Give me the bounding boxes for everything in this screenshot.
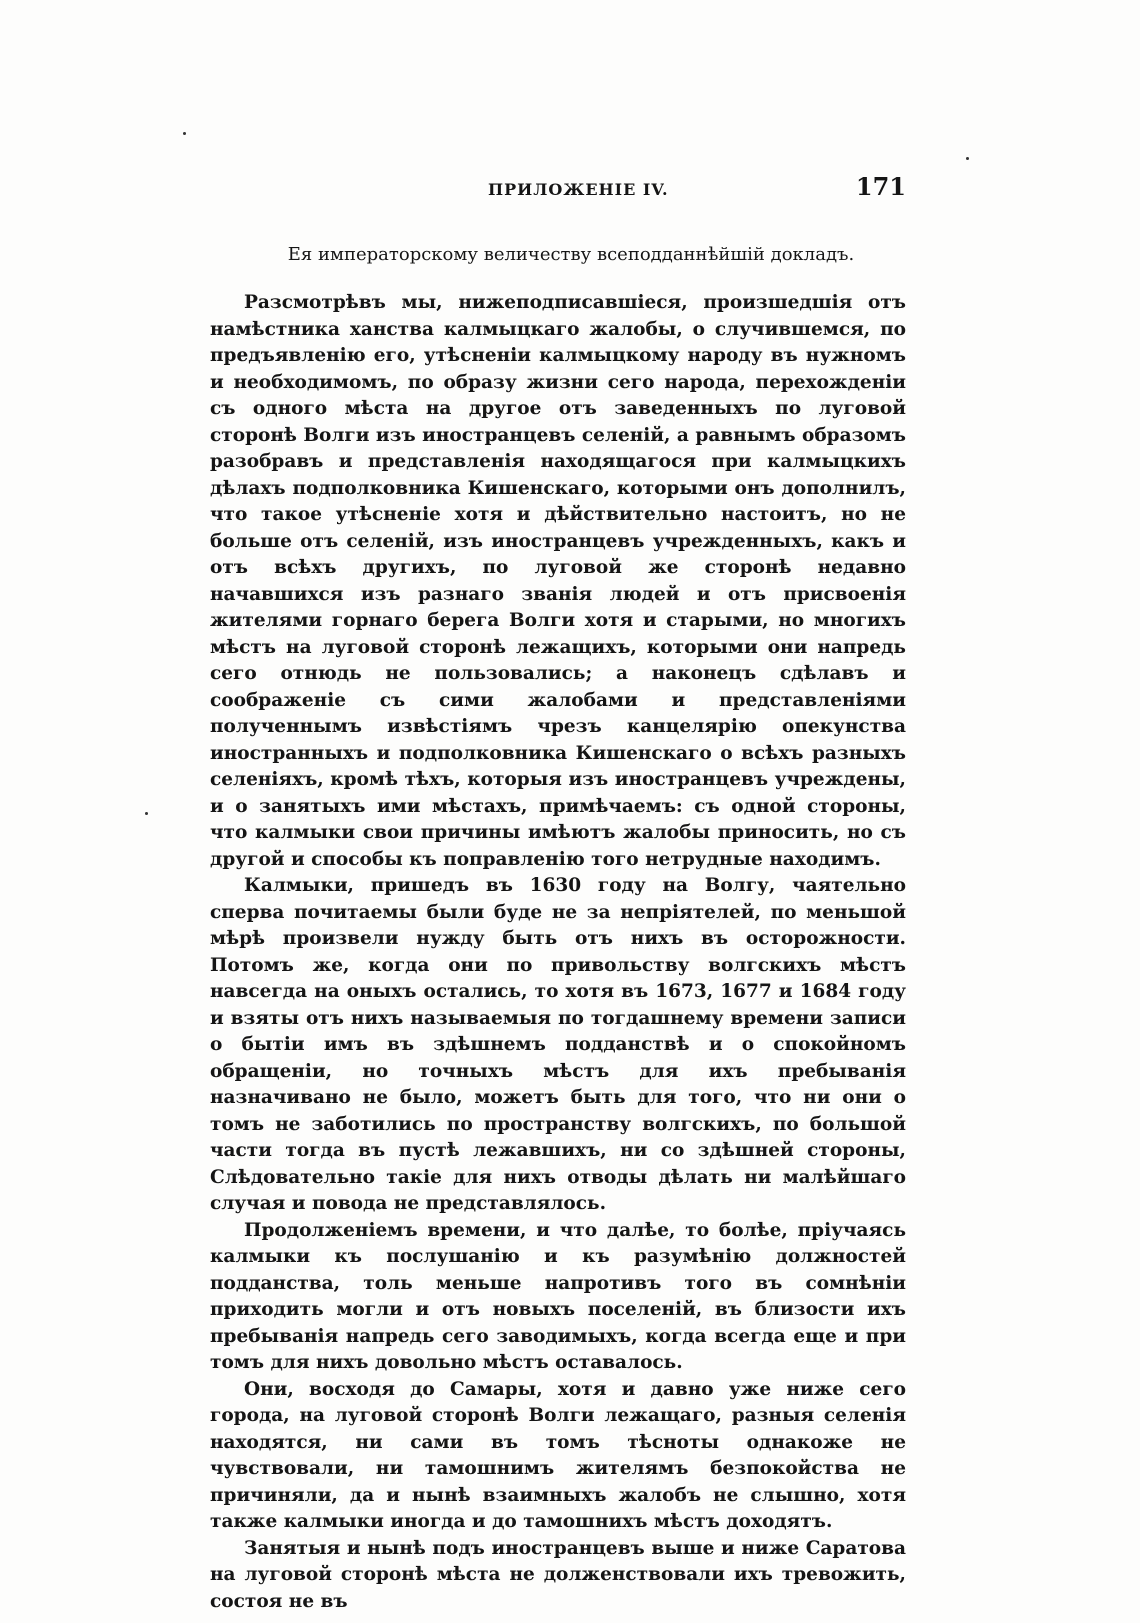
running-title: ПРИЛОЖЕНІЕ IV. (488, 180, 669, 199)
body-text (210, 290, 906, 1615)
page-number: 171 (855, 172, 906, 201)
scan-speck (145, 812, 148, 815)
running-header (210, 172, 906, 212)
paragraph: Калмыки, пришедъ въ 1630 году на Волгу, чаятельно сперва почитаемы были буде не за непріятелей, по меньшой мѣрѣ произвели нужду быть отъ нихъ въ осторожности. Потомъ же, когда они по привольству волгскихъ мѣстъ навсегда на оныхъ остались, то хотя въ 1673, 1677 и 1684 году и взяты отъ нихъ называемыя по тогдашнему времени записи о бытіи имъ въ здѣшнемъ подданствѣ и о спокойномъ обращеніи, но точныхъ мѣстъ для ихъ пребыванія назначивано не было, можетъ быть для того, что ни они о томъ не заботились по пространству волгскихъ, по большой части тогда въ пустѣ лежавшихъ, ни со здѣшней стороны, Слѣдовательно такіе для нихъ отводы дѣлать ни малѣйшаго случая и повода не представлялось. (210, 875, 906, 1214)
paragraph: Разсмотрѣвъ мы, нижеподписавшіеся, произшедшія отъ намѣстника ханства калмыцкаго жалобы, о случившемся, по предъявленію его, утѣсненіи калмыцкому народу въ нужномъ и необходимомъ, по образу жизни сего народа, перехожденіи съ одного мѣста на другое отъ заведенныхъ по луговой сторонѣ Волги изъ иностранцевъ селеній, а равнымъ образомъ разобравъ и представленія находящагося при калмыцкихъ дѣлахъ подполковника Кишенскаго, которыми онъ дополнилъ, что такое утѣсненіе хотя и дѣйствительно настоитъ, но не больше отъ селеній, изъ иностранцевъ учрежденныхъ, какъ и отъ всѣхъ другихъ, по луговой же сторонѣ недавно начавшихся изъ разнаго званія людей и отъ присвоенія жителями горнаго берега Волги хотя и старыми, но многихъ мѣстъ на луговой сторонѣ лежащихъ, которыми они напредь сего отнюдь не пользовались; а наконецъ сдѣлавъ и соображеніе съ сими жалобами и представленіями полученнымъ извѣстіямъ чрезъ канцелярію опекунства иностранныхъ и подполковника Кишенскаго о всѣхъ разныхъ селеніяхъ, кромѣ тѣхъ, которыя изъ иностранцевъ учреждены, и о занятыхъ ими мѣстахъ, примѣчаемъ: съ одной стороны, что калмыки свои причины имѣютъ жалобы приносить, но съ другой и способы къ поправленію того нетрудные находимъ. (210, 292, 906, 870)
document-title: Ея императорскому величеству всеподданнѣйшій докладъ. (287, 244, 855, 265)
scan-speck (183, 132, 186, 135)
scan-speck (966, 157, 969, 160)
paragraph: Они, восходя до Самары, хотя и давно уже ниже сего города, на луговой сторонѣ Волги лежащаго, разныя селенія находятся, ни сами въ томъ тѣсноты однакоже не чувствовали, ни тамошнимъ жителямъ безпокойства не причиняли, да и нынѣ взаимныхъ жалобъ не слышно, хотя также калмыки иногда и до тамошнихъ мѣстъ доходятъ. (210, 1378, 906, 1532)
paragraph: Продолженіемъ времени, и что далѣе, то болѣе, пріучаясь калмыки къ послушанію и къ разумѣнію должностей подданства, толь меньше напротивъ того въ сомнѣніи приходить могли и отъ новыхъ поселеній, въ близости ихъ пребыванія напредь сего заводимыхъ, когда всегда еще и при томъ для нихъ довольно мѣстъ оставалось. (210, 1219, 906, 1373)
paragraph: Занятыя и нынѣ подъ иностранцевъ выше и ниже Саратова на луговой сторонѣ мѣста не долженствовали ихъ тревожить, состоя не въ (210, 1537, 906, 1612)
